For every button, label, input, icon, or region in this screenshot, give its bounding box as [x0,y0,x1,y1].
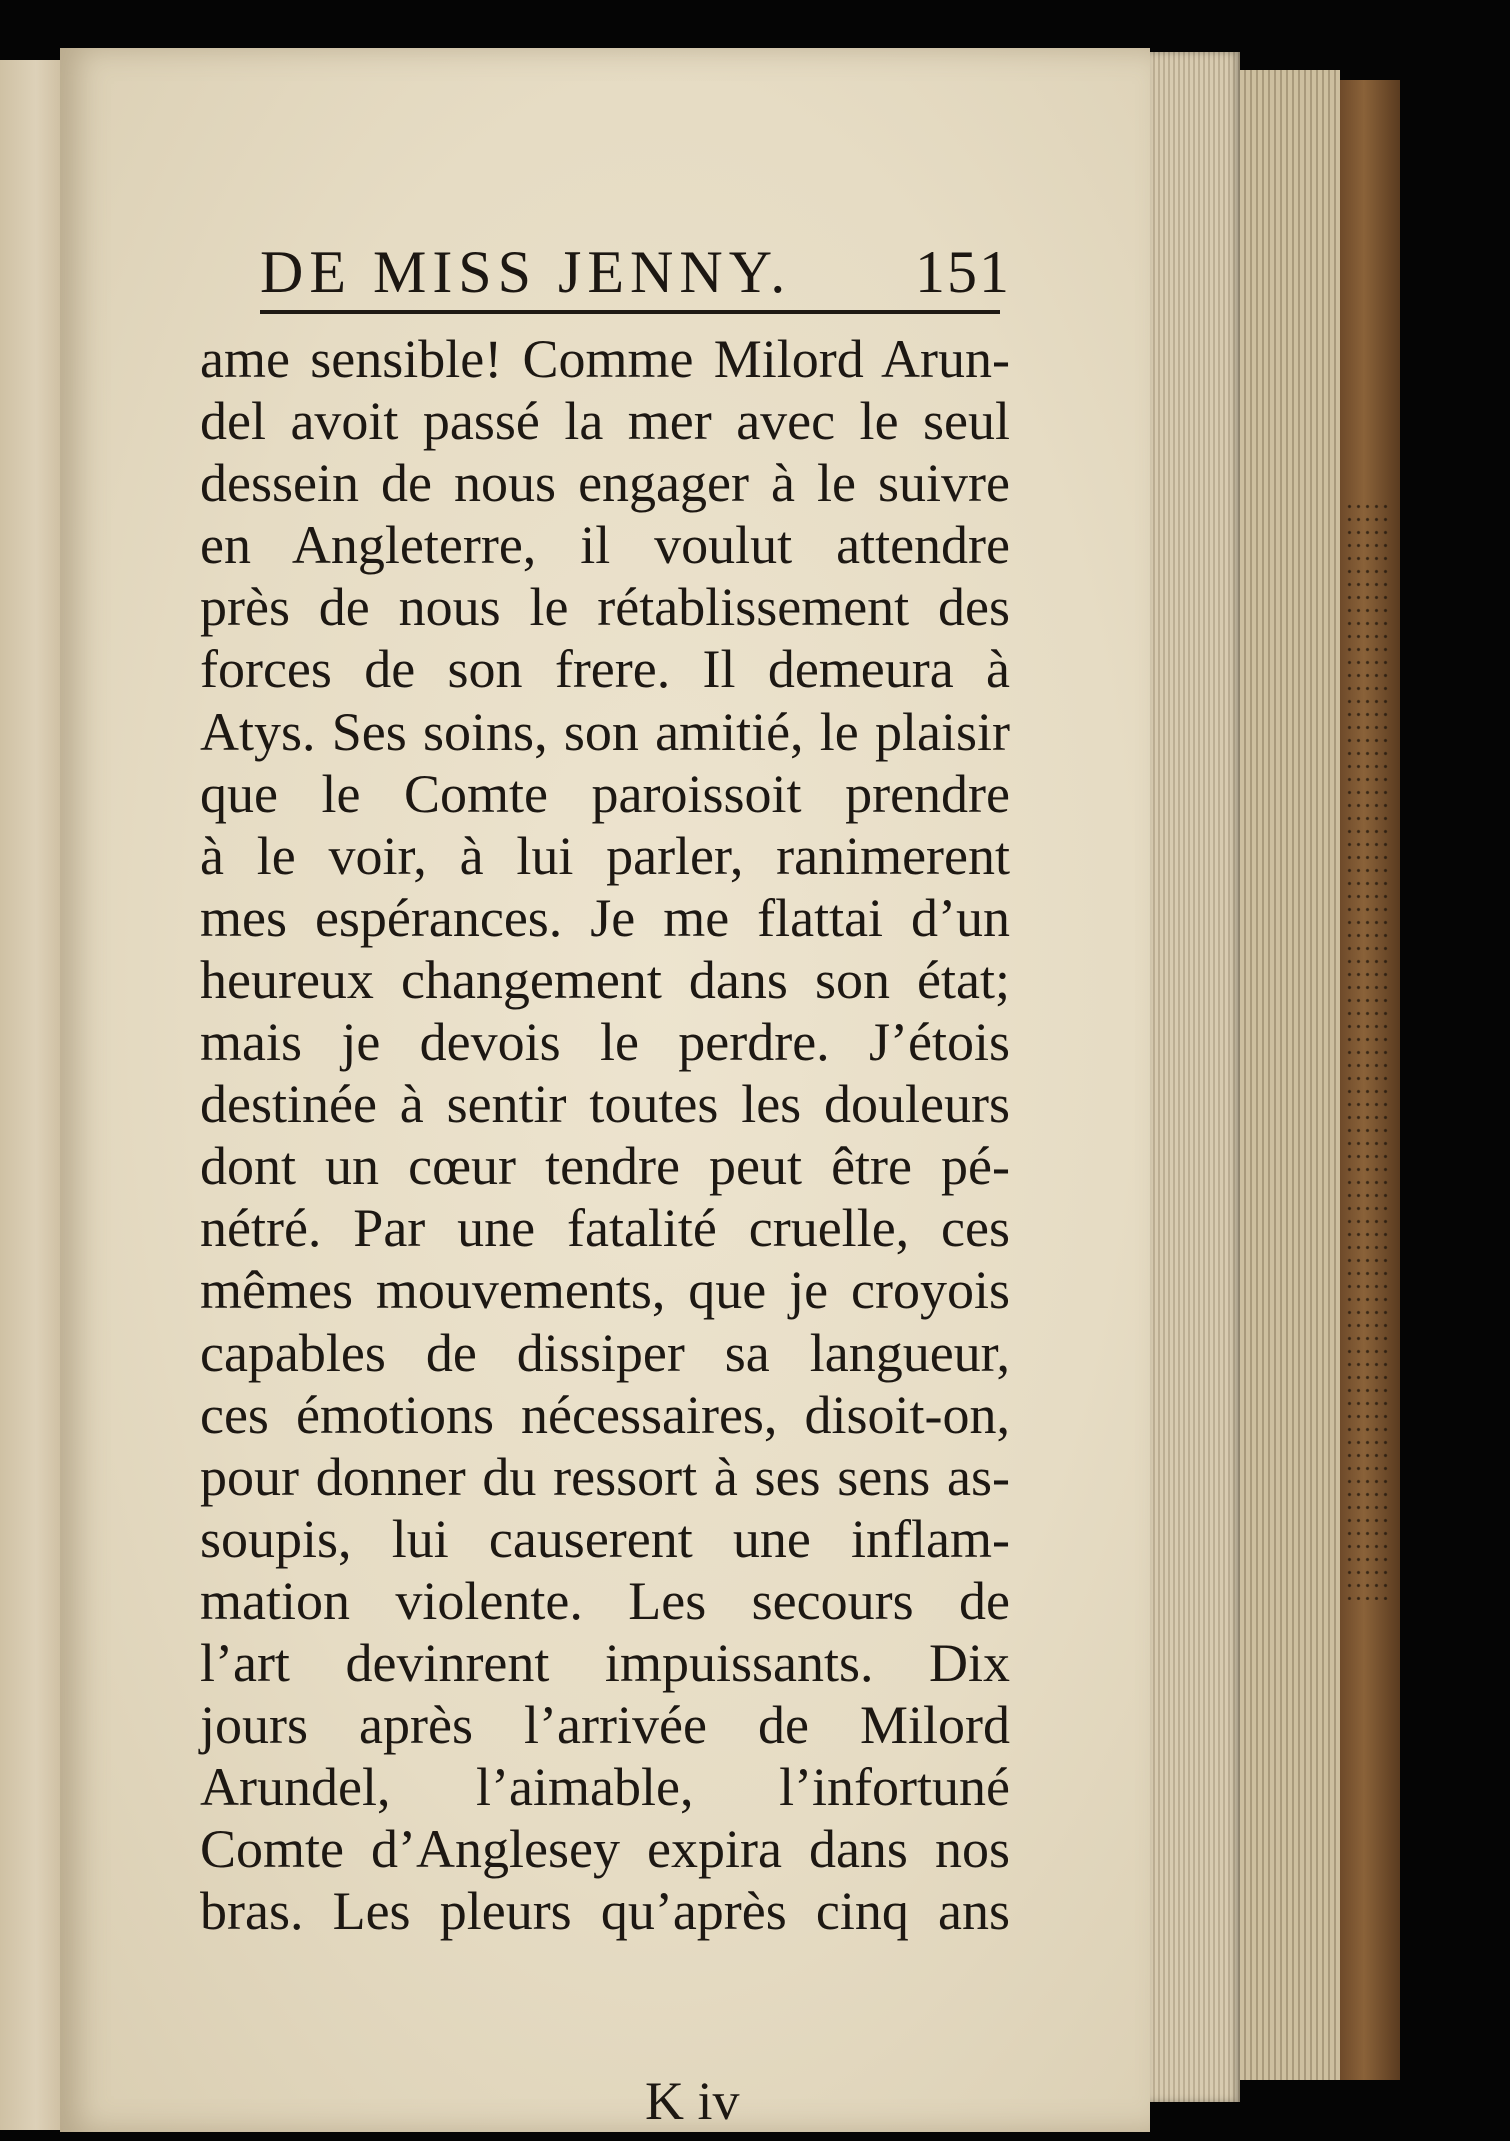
text-line: nétré. Par une fatalité cruelle, ces [200,1198,1010,1259]
text-line: à le voir, à lui parler, ranimerent [200,825,1010,886]
text-line: mes espérances. Je me flattai d’un [200,887,1010,948]
text-line: dont un cœur tendre peut être pé- [200,1136,1010,1197]
text-line: del avoit passé la mer avec le seul [200,391,1010,452]
page-number: 151 [915,239,1011,305]
text-line: ces émotions nécessaires, disoit-on, [200,1384,1010,1445]
running-head-title: DE MISS JENNY. [260,239,792,305]
page-block-edges [1150,52,1240,2102]
text-line: mêmes mouvements, que je croyois [200,1260,1010,1321]
signature-mark: K iv [645,2071,740,2131]
text-line: dessein de nous engager à le suivre [200,453,1010,514]
text-line: mation violente. Les secours de [200,1570,1010,1631]
text-line: mais je devois le perdre. J’étois [200,1012,1010,1073]
book-page [60,48,1150,2132]
text-line: bras. Les pleurs qu’après cinq ans [200,1881,1010,1942]
text-line: l’art devinrent impuissants. Dix [200,1632,1010,1693]
text-line: Comte d’Anglesey expira dans nos [200,1819,1010,1880]
text-line: heureux changement dans son état; [200,949,1010,1010]
text-line: ame sensible! Comme Milord Arun- [200,329,1010,389]
text-line: en Angleterre, il voulut attendre [200,515,1010,576]
text-line: capables de dissiper sa langueur, [200,1322,1010,1383]
text-line: Arundel, l’aimable, l’infortuné [200,1757,1010,1818]
text-line: soupis, lui causerent une inflam- [200,1508,1010,1569]
text-line: Atys. Ses soins, son amitié, le plaisir [200,701,1010,762]
page-block-edges-outer [1240,70,1340,2080]
body-text [200,328,1010,1942]
text-line: pour donner du ressort à ses sens as- [200,1446,1010,1507]
text-line: destinée à sentir toutes les douleurs [200,1074,1010,1135]
header-rule [260,310,1000,314]
text-line: près de nous le rétablissement des [200,577,1010,638]
text-line: jours après l’arrivée de Milord [200,1695,1010,1756]
text-line: forces de son frere. Il demeura à [200,639,1010,700]
binding-speckle [1345,500,1390,1600]
text-line: que le Comte paroissoit prendre [200,763,1010,824]
